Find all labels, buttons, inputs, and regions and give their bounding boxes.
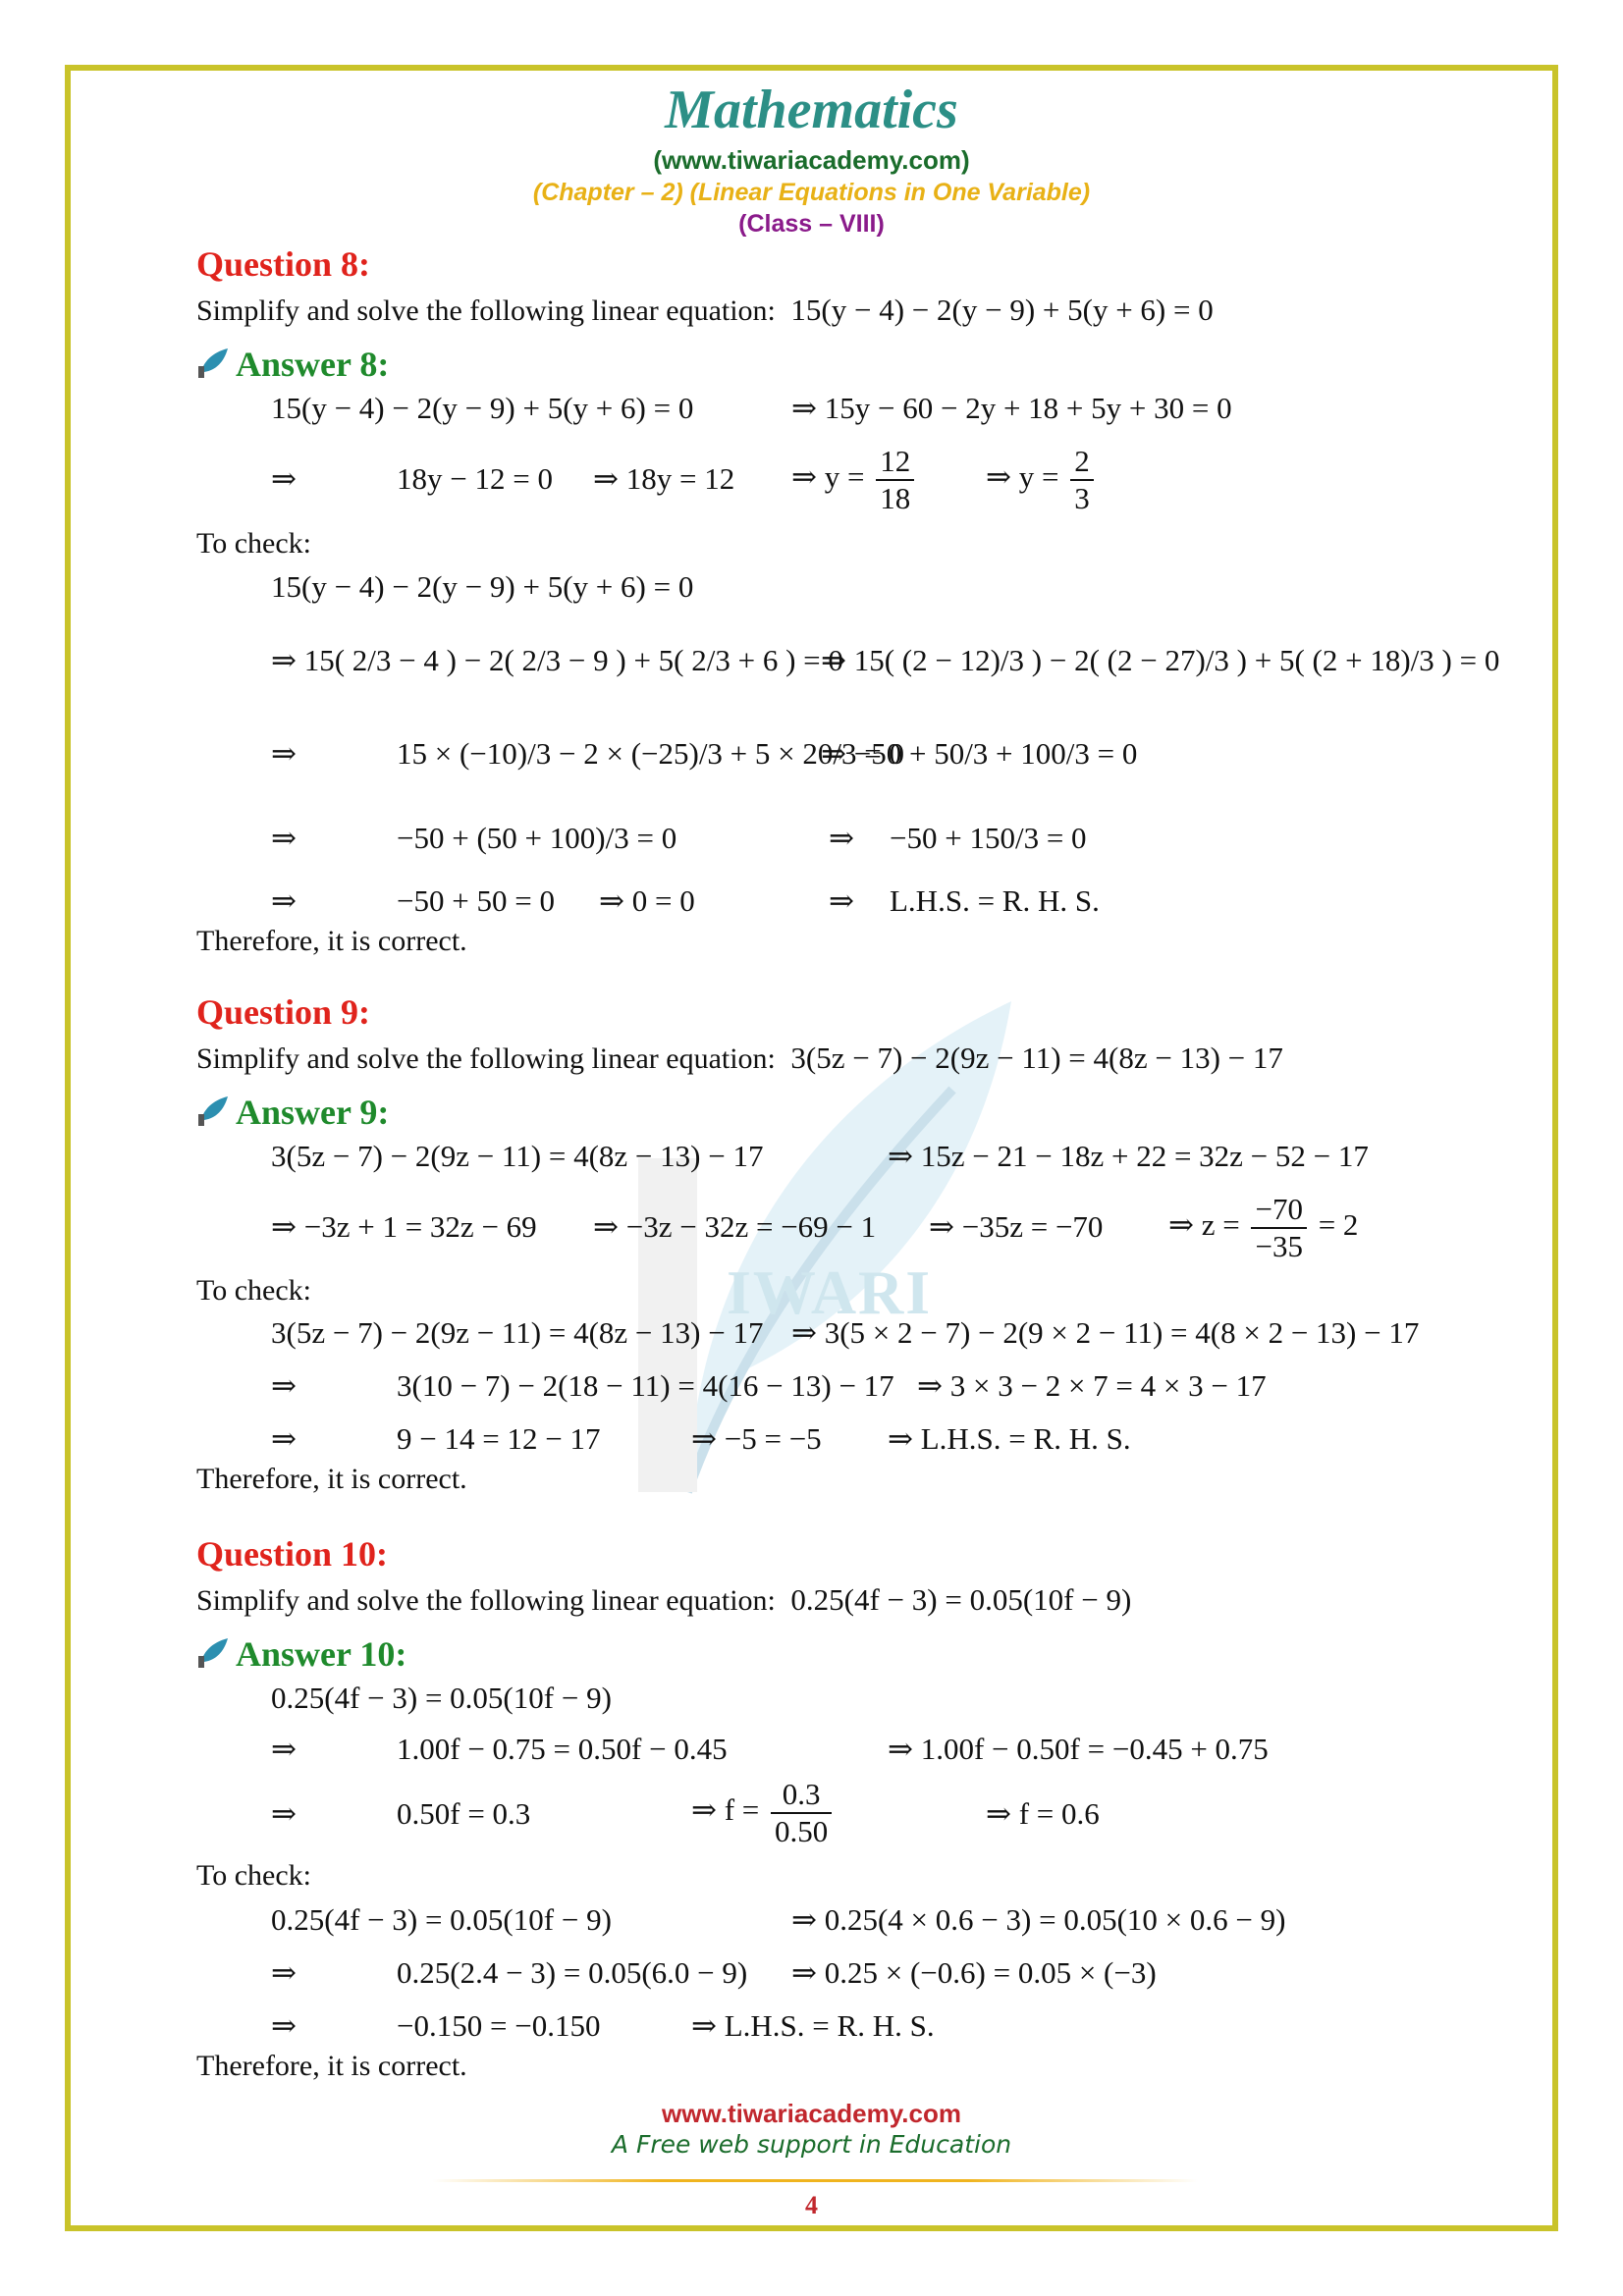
q10-step-3-arrow: ⇒ <box>271 1796 297 1831</box>
q10-check-3b: ⇒ L.H.S. = R. H. S. <box>691 2008 935 2043</box>
q9-check-3a: 9 − 14 = 12 − 17 <box>397 1421 601 1456</box>
q8-step-2a: 18y − 12 = 0 <box>397 461 553 496</box>
q10-step-2b: ⇒ 1.00f − 0.50f = −0.45 + 0.75 <box>888 1732 1269 1766</box>
q8-step-1b: ⇒ 15y − 60 − 2y + 18 + 5y + 30 = 0 <box>791 391 1232 425</box>
q9-check-3c: ⇒ L.H.S. = R. H. S. <box>888 1421 1131 1456</box>
question-9-prompt: Simplify and solve the following linear equation: 3(5z − 7) − 2(9z − 11) = 4(8z − 13) − 17 <box>196 1041 1283 1075</box>
chapter-title: (Chapter – 2) (Linear Equations in One Variable) <box>532 179 1091 206</box>
q10-check-2-arrow: ⇒ <box>271 1955 297 1990</box>
q10-step-1: 0.25(4f − 3) = 0.05(10f − 9) <box>271 1681 612 1715</box>
q9-check-2b: ⇒ 3 × 3 − 2 × 7 = 4 × 3 − 17 <box>917 1368 1267 1403</box>
q9-check-3-arrow: ⇒ <box>271 1421 297 1456</box>
q10-step-3a: 0.50f = 0.3 <box>397 1796 531 1831</box>
q9-check-2a: 3(10 − 7) − 2(18 − 11) = 4(16 − 13) − 17 <box>397 1368 894 1403</box>
q10-conclusion: Therefore, it is correct. <box>196 2050 467 2082</box>
q8-check-3b: ⇒ −50 + 50/3 + 100/3 = 0 <box>821 736 1138 771</box>
q9-check-1a: 3(5z − 7) − 2(9z − 11) = 4(8z − 13) − 17 <box>271 1315 764 1350</box>
q9-step-2b: ⇒ −3z − 32z = −69 − 1 <box>593 1209 877 1244</box>
question-9-heading: Question 9: <box>196 992 371 1032</box>
q9-step-2c: ⇒ −35z = −70 <box>929 1209 1104 1244</box>
q8-step-2-arrow: ⇒ <box>271 461 297 496</box>
q8-check-5-arrow: ⇒ <box>271 883 297 918</box>
question-8-equation: 15(y − 4) − 2(y − 9) + 5(y + 6) = 0 <box>790 293 1214 327</box>
tiwari-leaf-icon <box>196 1095 230 1128</box>
q10-check-2a: 0.25(2.4 − 3) = 0.05(6.0 − 9) <box>397 1955 748 1990</box>
q8-check-4b: −50 + 150/3 = 0 <box>890 821 1087 855</box>
q8-check-5c: L.H.S. = R. H. S. <box>890 883 1100 918</box>
class-label: (Class – VIII) <box>738 210 885 238</box>
q8-step-2c: ⇒ y = $\frac{12}{18}$ <box>791 444 918 515</box>
q8-check-5c-arrow: ⇒ <box>829 883 854 918</box>
q9-check-1b: ⇒ 3(5 × 2 − 7) − 2(9 × 2 − 11) = 4(8 × 2 − 13) − 17 <box>791 1315 1420 1350</box>
question-10-equation: 0.25(4f − 3) = 0.05(10f − 9) <box>790 1582 1132 1617</box>
q10-check-1b: ⇒ 0.25(4 × 0.6 − 3) = 0.05(10 × 0.6 − 9) <box>791 1902 1286 1937</box>
q10-step-2-arrow: ⇒ <box>271 1732 297 1766</box>
question-8-prompt: Simplify and solve the following linear equation: 15(y − 4) − 2(y − 9) + 5(y + 6) = 0 <box>196 293 1214 327</box>
header-website: (www.tiwariacademy.com) <box>653 145 970 175</box>
q8-step-2b: ⇒ 18y = 12 <box>593 461 735 496</box>
footer-tagline: A Free web support in Education <box>611 2130 1012 2159</box>
q8-check-2b: ⇒ 15( (2 − 12)/3 ) − 2( (2 − 27)/3 ) + 5( (2 + 18)/3 ) = 0 <box>821 643 1500 677</box>
q10-check-3a: −0.150 = −0.150 <box>397 2008 601 2043</box>
q10-step-3b: ⇒ f = $\frac{0.3}{0.50}$ <box>691 1777 836 1848</box>
q8-check-5a: −50 + 50 = 0 <box>397 883 555 918</box>
question-9-equation: 3(5z − 7) − 2(9z − 11) = 4(8z − 13) − 17 <box>790 1041 1283 1075</box>
q9-step-2a: ⇒ −3z + 1 = 32z − 69 <box>271 1209 537 1244</box>
q10-step-2a: 1.00f − 0.75 = 0.50f − 0.45 <box>397 1732 728 1766</box>
q9-step-1a: 3(5z − 7) − 2(9z − 11) = 4(8z − 13) − 17 <box>271 1139 764 1173</box>
page-title: Mathematics <box>665 80 958 140</box>
q8-check-4b-arrow: ⇒ <box>829 821 854 855</box>
tiwari-leaf-icon <box>196 1636 230 1670</box>
q10-check-label: To check: <box>196 1859 312 1892</box>
q10-check-3-arrow: ⇒ <box>271 2008 297 2043</box>
q9-check-2-arrow: ⇒ <box>271 1368 297 1403</box>
footer-website-link[interactable]: www.tiwariacademy.com <box>662 2099 961 2128</box>
q9-step-2d: ⇒ z = $\frac{-70}{-35}$ = 2 <box>1168 1192 1359 1263</box>
q8-check-3-arrow: ⇒ <box>271 736 297 771</box>
answer-9-heading: Answer 9: <box>196 1092 389 1133</box>
question-10-prompt: Simplify and solve the following linear equation: 0.25(4f − 3) = 0.05(10f − 9) <box>196 1582 1132 1617</box>
q9-check-3b: ⇒ −5 = −5 <box>691 1421 822 1456</box>
q9-conclusion: Therefore, it is correct. <box>196 1463 467 1495</box>
watermark-text: IWARI <box>727 1257 933 1327</box>
page-number: 4 <box>805 2191 818 2219</box>
q8-step-2d: ⇒ y = $\frac{2}{3}$ <box>986 444 1098 515</box>
tiwari-leaf-icon <box>196 347 230 380</box>
q9-step-1b: ⇒ 15z − 21 − 18z + 22 = 32z − 52 − 17 <box>888 1139 1369 1173</box>
q8-check-label: To check: <box>196 527 312 560</box>
q8-check-3a: 15 × (−10)/3 − 2 × (−25)/3 + 5 × 20/3 = 0 <box>397 736 904 771</box>
q8-check-5b: ⇒ 0 = 0 <box>599 883 695 918</box>
question-8-heading: Question 8: <box>196 244 371 284</box>
question-10-heading: Question 10: <box>196 1534 389 1574</box>
q8-check-4-arrow: ⇒ <box>271 821 297 855</box>
q8-step-1a: 15(y − 4) − 2(y − 9) + 5(y + 6) = 0 <box>271 391 694 425</box>
q10-check-2b: ⇒ 0.25 × (−0.6) = 0.05 × (−3) <box>791 1955 1157 1990</box>
q8-check-1: 15(y − 4) − 2(y − 9) + 5(y + 6) = 0 <box>271 569 694 604</box>
q8-conclusion: Therefore, it is correct. <box>196 925 467 957</box>
q10-step-3c: ⇒ f = 0.6 <box>986 1796 1100 1831</box>
q9-check-label: To check: <box>196 1274 312 1307</box>
footer-divider <box>432 2179 1198 2182</box>
answer-8-heading: Answer 8: <box>196 344 389 385</box>
q8-check-4a: −50 + (50 + 100)/3 = 0 <box>397 821 677 855</box>
q10-check-1a: 0.25(4f − 3) = 0.05(10f − 9) <box>271 1902 612 1937</box>
answer-10-heading: Answer 10: <box>196 1633 406 1675</box>
q8-check-2a: ⇒ 15( 2/3 − 4 ) − 2( 2/3 − 9 ) + 5( 2/3 + 6 ) = 0 <box>271 643 843 677</box>
